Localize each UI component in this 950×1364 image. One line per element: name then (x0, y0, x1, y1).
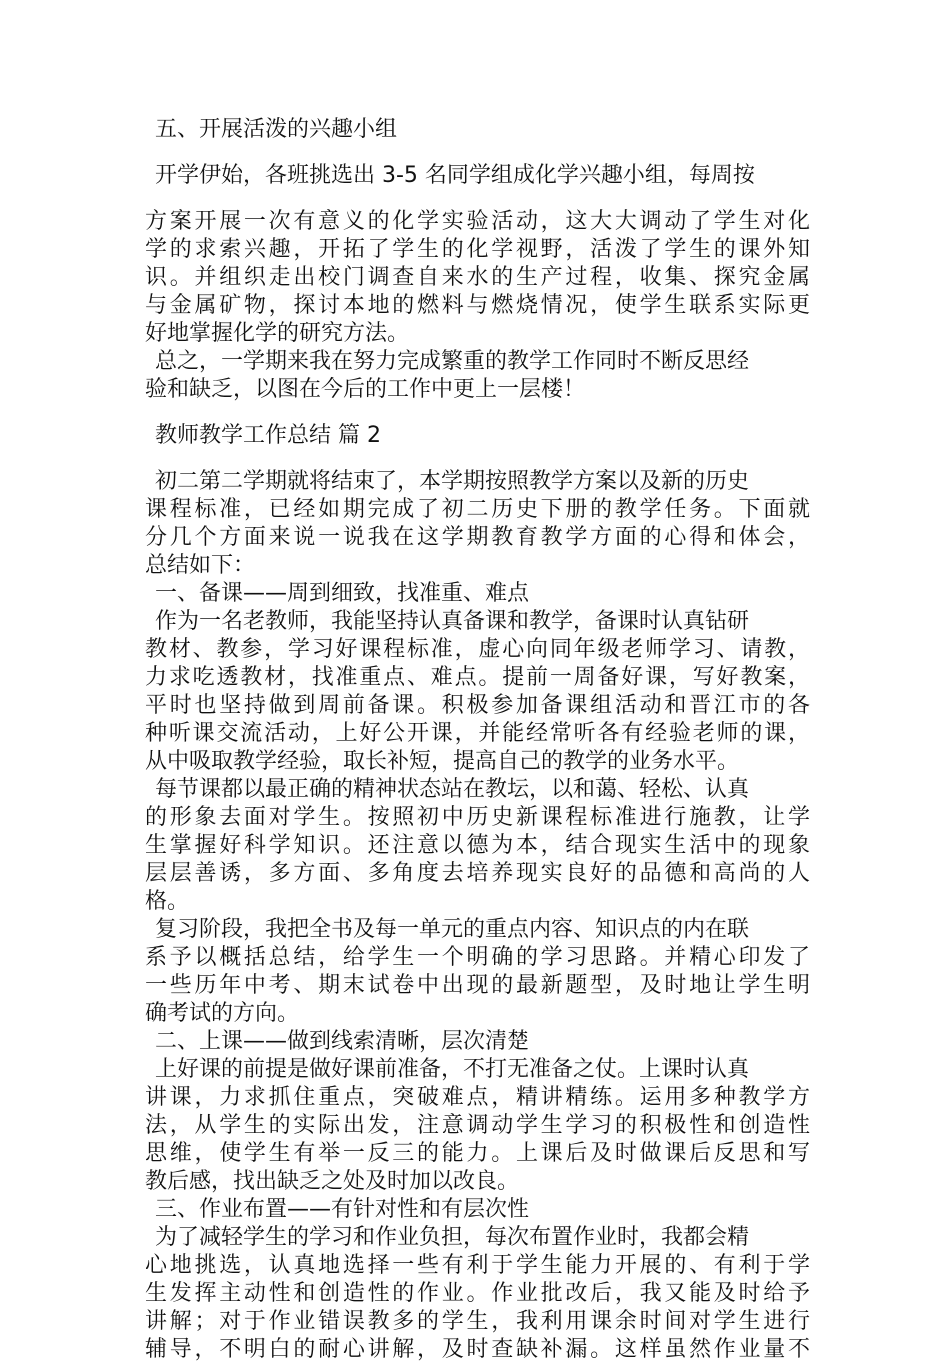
paragraph-line: 初二第二学期就将结束了，本学期按照教学方案以及新的历史 (155, 469, 750, 494)
paragraph-line: 格。 (145, 889, 190, 914)
paragraph-line: 课程标准，已经如期完成了初二历史下册的教学任务。下面就 (145, 497, 810, 522)
paragraph-line: 心地挑选，认真地选择一些有利于学生能力开展的、有利于学 (145, 1253, 810, 1278)
paragraph-line: 思维，使学生有举一反三的能力。上课后及时做课后反思和写 (145, 1141, 810, 1166)
document-body (145, 116, 810, 1364)
paragraph-conclusion (145, 348, 810, 404)
paragraph-line: 一些历年中考、期末试卷中出现的最新题型，及时地让学生明 (145, 973, 810, 998)
paragraph-line: 法，从学生的实际出发，注意调动学生学习的积极性和创造性 (145, 1113, 810, 1138)
paragraph-line: 验和缺乏，以图在今后的工作中更上一层楼！ (145, 377, 586, 402)
paragraph-line: 总结如下： (145, 553, 256, 578)
paragraph-line: 种听课交流活动，上好公开课，并能经常听各有经验老师的课， (145, 721, 810, 746)
paragraph-interest-activities (145, 208, 810, 348)
paragraph-line: 学的求索兴趣，开拓了学生的化学视野，活泼了学生的课外知 (145, 237, 810, 262)
paragraph-line: 为了减轻学生的学习和作业负担，每次布置作业时，我都会精 (155, 1225, 750, 1250)
paragraph-line: 教材、教参，学习好课程标准，虚心向同年级老师学习、请教， (145, 637, 810, 662)
paragraph-homework (145, 1224, 810, 1364)
paragraph-line: 平时也坚持做到周前备课。积极参加备课组活动和晋江市的各 (145, 693, 810, 718)
paragraph-line: 的形象去面对学生。按照初中历史新课程标准进行施教，让学 (145, 805, 810, 830)
paragraph-line: 力求吃透教材，找准重点、难点。提前一周备好课，写好教案， (145, 665, 810, 690)
paragraph-lesson-prep (145, 608, 810, 776)
paragraph-line: 上好课的前提是做好课前准备，不打无准备之仗。上课时认真 (155, 1057, 750, 1082)
paragraph-line: 复习阶段，我把全书及每一单元的重点内容、知识点的内在联 (155, 917, 750, 942)
paragraph-classroom-attitude (145, 776, 810, 916)
paragraph-line: 从中吸取教学经验，取长补短，提高自己的教学的业务水平。 (145, 749, 740, 774)
paragraph-line: 教后感，找出缺乏之处及时加以改良。 (145, 1169, 520, 1194)
article-title-part-2: 教师教学工作总结 篇 2 (155, 423, 381, 448)
paragraph-line: 方案开展一次有意义的化学实验活动，这大大调动了学生对化 (145, 209, 810, 234)
paragraph-line: 分几个方面来说一说我在这学期教育教学方面的心得和体会， (145, 525, 810, 550)
paragraph-line: 系予以概括总结，给学生一个明确的学习思路。并精心印发了 (145, 945, 810, 970)
section-heading-lesson-prep: 一、备课——周到细致，找准重、难点 (155, 581, 530, 606)
paragraph-line: 确考试的方向。 (145, 1001, 300, 1026)
paragraph-line: 每节课都以最正确的精神状态站在教坛，以和蔼、轻松、认真 (155, 777, 750, 802)
paragraph-line: 讲解；对于作业错误教多的学生，我利用课余时间对学生进行 (145, 1309, 810, 1334)
paragraph-intro (145, 468, 810, 580)
section-heading-teaching: 二、上课——做到线索清晰，层次清楚 (155, 1029, 530, 1054)
paragraph-review-stage (145, 916, 810, 1028)
paragraph-line: 开学伊始，各班挑选出 3-5 名同学组成化学兴趣小组，每周按 (155, 163, 755, 188)
paragraph-line: 辅导，不明白的耐心讲解，及时查缺补漏。这样虽然作业量不 (145, 1337, 810, 1362)
paragraph-line: 识。并组织走出校门调查自来水的生产过程，收集、探究金属 (145, 265, 810, 290)
paragraph-teaching (145, 1056, 810, 1196)
section-heading-interest-group: 五、开展活泼的兴趣小组 (155, 117, 398, 142)
paragraph-line: 生发挥主动性和创造性的作业。作业批改后，我又能及时给予 (145, 1281, 810, 1306)
paragraph-line: 作为一名老教师，我能坚持认真备课和教学，备课时认真钻研 (155, 609, 750, 634)
section-heading-homework: 三、作业布置——有针对性和有层次性 (155, 1197, 530, 1222)
paragraph-line: 总之，一学期来我在努力完成繁重的教学工作同时不断反思经 (155, 349, 750, 374)
paragraph-line: 层层善诱，多方面、多角度去培养现实良好的品德和高尚的人 (145, 861, 810, 886)
paragraph-line: 与金属矿物，探讨本地的燃料与燃烧情况，使学生联系实际更 (145, 293, 810, 318)
paragraph-line: 讲课，力求抓住重点，突破难点，精讲精练。运用多种教学方 (145, 1085, 810, 1110)
paragraph-line: 生掌握好科学知识。还注意以德为本，结合现实生活中的现象 (145, 833, 810, 858)
paragraph-line: 好地掌握化学的研究方法。 (145, 321, 410, 346)
